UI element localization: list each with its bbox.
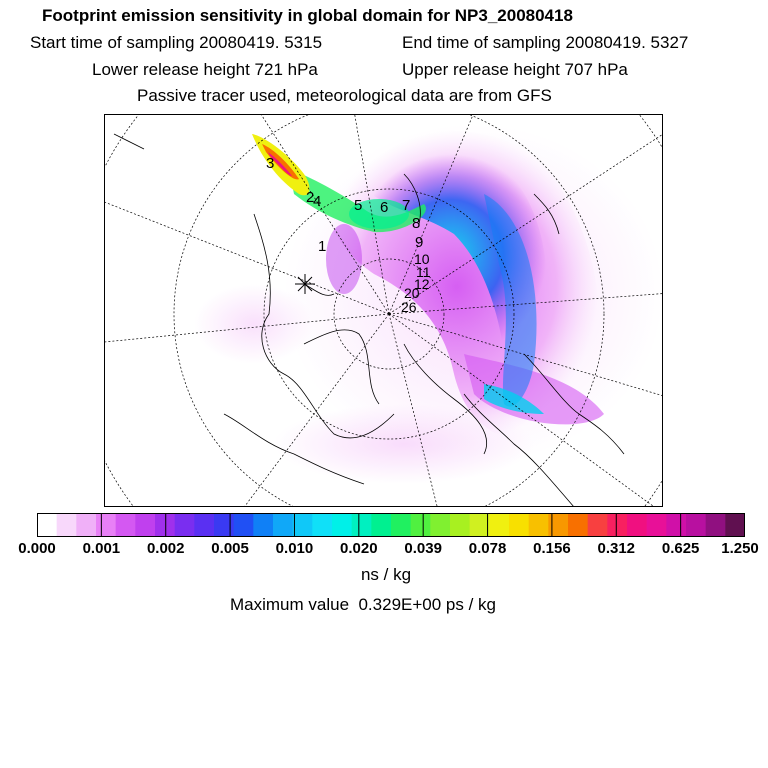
colorbar-cell bbox=[96, 513, 116, 537]
traj-label: 11 bbox=[416, 264, 431, 280]
tracer-note: Passive tracer used, meteorological data are from GFS bbox=[137, 86, 552, 105]
traj-label: 26 bbox=[401, 299, 417, 315]
colorbar-cell bbox=[568, 513, 588, 537]
colorbar-cell bbox=[194, 513, 214, 537]
colorbar-cell bbox=[273, 513, 293, 537]
colorbar-cell bbox=[76, 513, 96, 537]
colorbar-cell bbox=[116, 513, 136, 537]
start-time-label: Start time of sampling 20080419. 5315 bbox=[30, 33, 323, 52]
traj-label: 7 bbox=[402, 197, 411, 214]
colorbar-tick-labels bbox=[0, 540, 768, 560]
colorbar-cell bbox=[647, 513, 667, 537]
colorbar-cell bbox=[607, 513, 627, 537]
traj-label: 6 bbox=[380, 199, 389, 216]
colorbar-cell bbox=[686, 513, 706, 537]
colorbar-cell bbox=[489, 513, 509, 537]
release-point-marker bbox=[295, 274, 315, 294]
colorbar-cell bbox=[725, 513, 745, 537]
traj-label: 3 bbox=[266, 155, 275, 172]
unit-label: ns / kg bbox=[360, 565, 412, 584]
colorbar-cell bbox=[155, 513, 175, 537]
colorbar-cell bbox=[175, 513, 195, 537]
colorbar-tick: 0.001 bbox=[82, 540, 121, 557]
colorbar-cell bbox=[529, 513, 549, 537]
traj-label: 8 bbox=[412, 215, 421, 232]
colorbar-cell bbox=[312, 513, 332, 537]
colorbar-cell bbox=[588, 513, 608, 537]
colorbar-cell bbox=[509, 513, 529, 537]
colorbar-cell bbox=[37, 513, 57, 537]
traj-label: 12 bbox=[414, 276, 430, 292]
colorbar-cell bbox=[352, 513, 372, 537]
colorbar-cell bbox=[135, 513, 155, 537]
colorbar-tick: 0.020 bbox=[340, 540, 378, 557]
end-time-label: End time of sampling 20080419. 5327 bbox=[402, 33, 689, 52]
colorbar-cell bbox=[470, 513, 490, 537]
colorbar-cell bbox=[293, 513, 313, 537]
footprint-map bbox=[104, 114, 663, 507]
colorbar-cell bbox=[706, 513, 726, 537]
traj-label: 10 bbox=[414, 251, 430, 267]
traj-label: 4 bbox=[313, 193, 322, 210]
colorbar-unit bbox=[0, 565, 768, 585]
colorbar-tick: 0.312 bbox=[597, 540, 636, 557]
plot-title: Footprint emission sensitivity in global domain for NP3_20080418 bbox=[42, 6, 573, 25]
colorbar-tick: 0.078 bbox=[468, 540, 507, 557]
colorbar-tick: 0.625 bbox=[661, 540, 700, 557]
traj-label: 2 bbox=[306, 189, 315, 206]
colorbar-cell bbox=[253, 513, 273, 537]
traj-label: 1 bbox=[318, 238, 327, 255]
colorbar-tick: 0.156 bbox=[533, 540, 571, 557]
colorbar-cell bbox=[371, 513, 391, 537]
colorbar-cell bbox=[234, 513, 254, 537]
colorbar-tick: 1.250 bbox=[721, 540, 759, 557]
colorbar-tick: 0.005 bbox=[211, 540, 249, 557]
colorbar-tick: 0.002 bbox=[146, 540, 185, 557]
upper-release-height: Upper release height 707 hPa bbox=[402, 60, 628, 79]
colorbar-cell bbox=[214, 513, 234, 537]
colorbar-tick: 0.039 bbox=[404, 540, 442, 557]
colorbar-tick: 0.010 bbox=[275, 540, 314, 557]
traj-label: 20 bbox=[404, 285, 420, 301]
colorbar-cell bbox=[332, 513, 352, 537]
colorbar-cell bbox=[627, 513, 647, 537]
max-value-label: Maximum value 0.329E+00 ps / kg bbox=[230, 595, 496, 614]
colorbar bbox=[37, 513, 745, 537]
colorbar-cell bbox=[666, 513, 686, 537]
colorbar-cell bbox=[430, 513, 450, 537]
colorbar-tick: 0.000 bbox=[18, 540, 56, 557]
colorbar-cell bbox=[57, 513, 77, 537]
colorbar-cell bbox=[411, 513, 431, 537]
colorbar-cell bbox=[391, 513, 411, 537]
traj-label: 5 bbox=[354, 197, 363, 214]
traj-label: 9 bbox=[415, 234, 424, 251]
colorbar-cell bbox=[548, 513, 568, 537]
colorbar-cell bbox=[450, 513, 470, 537]
lower-release-height: Lower release height 721 hPa bbox=[92, 60, 318, 79]
